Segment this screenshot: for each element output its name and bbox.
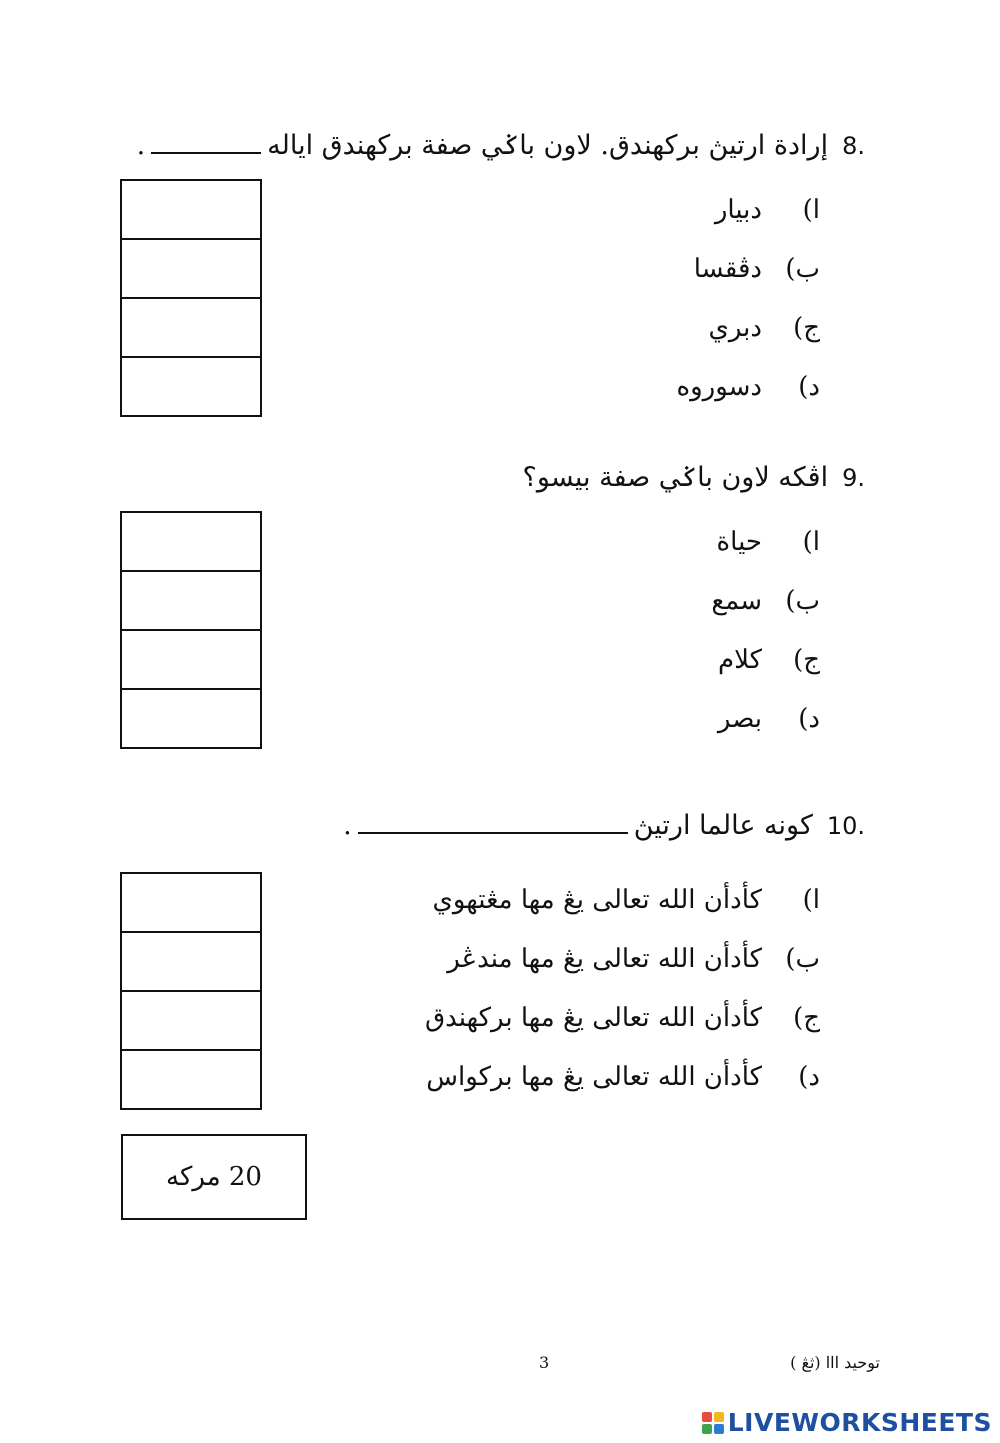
answer-box[interactable] bbox=[122, 1051, 260, 1108]
option-c bbox=[718, 645, 820, 675]
option-label: ا) bbox=[802, 527, 820, 557]
option-c bbox=[708, 313, 820, 343]
option-label: د) bbox=[798, 1062, 820, 1092]
answer-box[interactable] bbox=[122, 874, 260, 933]
option-text: دڤقسا bbox=[693, 254, 762, 284]
question-text: كونه عالما ارتيڽ bbox=[633, 810, 813, 841]
option-text: دسوروه bbox=[676, 372, 762, 402]
option-text: كأدأن الله تعالى يڠ مها بركواس bbox=[426, 1062, 762, 1092]
liveworksheets-logo bbox=[702, 1408, 992, 1437]
question-number: 10. bbox=[826, 812, 865, 840]
option-text: كأدأن الله تعالى يڠ مها مندڠر bbox=[447, 944, 762, 974]
question-10 bbox=[343, 810, 865, 841]
option-text: كأدأن الله تعالى يڠ مها مڠتهوي bbox=[432, 885, 762, 915]
option-text: بصر bbox=[717, 704, 762, 734]
question-text: اڤكه لاون باݢي صفة بيسو؟ bbox=[522, 462, 829, 493]
option-label: ب) bbox=[785, 586, 820, 616]
option-a bbox=[715, 195, 820, 225]
answer-box[interactable] bbox=[122, 933, 260, 992]
option-label: ب) bbox=[785, 944, 820, 974]
answer-box[interactable] bbox=[122, 572, 260, 631]
marks-box bbox=[121, 1134, 307, 1220]
question-suffix: . bbox=[343, 810, 352, 841]
option-d bbox=[718, 704, 820, 734]
option-label: د) bbox=[798, 372, 820, 402]
answer-boxes-q8 bbox=[120, 179, 262, 417]
option-text: حياة bbox=[716, 527, 762, 557]
answer-box[interactable] bbox=[122, 240, 260, 299]
option-label: ج) bbox=[793, 645, 820, 675]
question-9 bbox=[523, 462, 865, 493]
option-b bbox=[694, 254, 820, 284]
option-label: ا) bbox=[802, 885, 820, 915]
option-label: ج) bbox=[793, 313, 820, 343]
answer-boxes-q10 bbox=[120, 872, 262, 1110]
answer-box[interactable] bbox=[122, 181, 260, 240]
answer-box[interactable] bbox=[122, 690, 260, 747]
brand-name: LIVEWORKSHEETS bbox=[727, 1408, 992, 1437]
answer-blank[interactable] bbox=[151, 151, 261, 154]
answer-blank[interactable] bbox=[358, 831, 628, 834]
brand-square-red bbox=[702, 1412, 712, 1422]
option-label: ب) bbox=[785, 254, 820, 284]
option-label: ا) bbox=[802, 195, 820, 225]
option-d bbox=[676, 372, 820, 402]
answer-box[interactable] bbox=[122, 299, 260, 358]
option-d bbox=[426, 1062, 820, 1092]
answer-boxes-q9 bbox=[120, 511, 262, 749]
question-number: 9. bbox=[842, 464, 865, 492]
option-label: ج) bbox=[793, 1003, 820, 1033]
option-text: سمع bbox=[711, 586, 762, 616]
question-text: إرادة ارتيڽ بركهندق. لاون باݢي صفة بركهندق اياله bbox=[267, 130, 829, 161]
answer-box[interactable] bbox=[122, 513, 260, 572]
answer-box[interactable] bbox=[122, 358, 260, 415]
option-a bbox=[433, 885, 821, 915]
option-text: دبري bbox=[708, 313, 762, 343]
brand-square-blue bbox=[714, 1424, 724, 1434]
marks-text: 20 مركه bbox=[166, 1162, 262, 1192]
brand-icon bbox=[702, 1412, 724, 1434]
question-suffix: . bbox=[136, 130, 146, 161]
option-b bbox=[447, 944, 820, 974]
brand-square-green bbox=[702, 1424, 712, 1434]
answer-box[interactable] bbox=[122, 631, 260, 690]
answer-box[interactable] bbox=[122, 992, 260, 1051]
brand-square-yellow bbox=[714, 1412, 724, 1422]
option-label: د) bbox=[798, 704, 820, 734]
footer-subject: توحيد ااا (ثڠ ) bbox=[790, 1353, 880, 1372]
option-b bbox=[711, 586, 820, 616]
question-number: 8. bbox=[842, 132, 865, 160]
option-text: دبيار bbox=[714, 195, 762, 225]
option-c bbox=[425, 1003, 820, 1033]
option-text: كلام bbox=[718, 645, 762, 675]
option-text: كأدأن الله تعالى يڠ مها بركهندق bbox=[424, 1003, 762, 1033]
page-number: 3 bbox=[539, 1353, 550, 1372]
option-a bbox=[717, 527, 820, 557]
question-8 bbox=[137, 130, 865, 161]
